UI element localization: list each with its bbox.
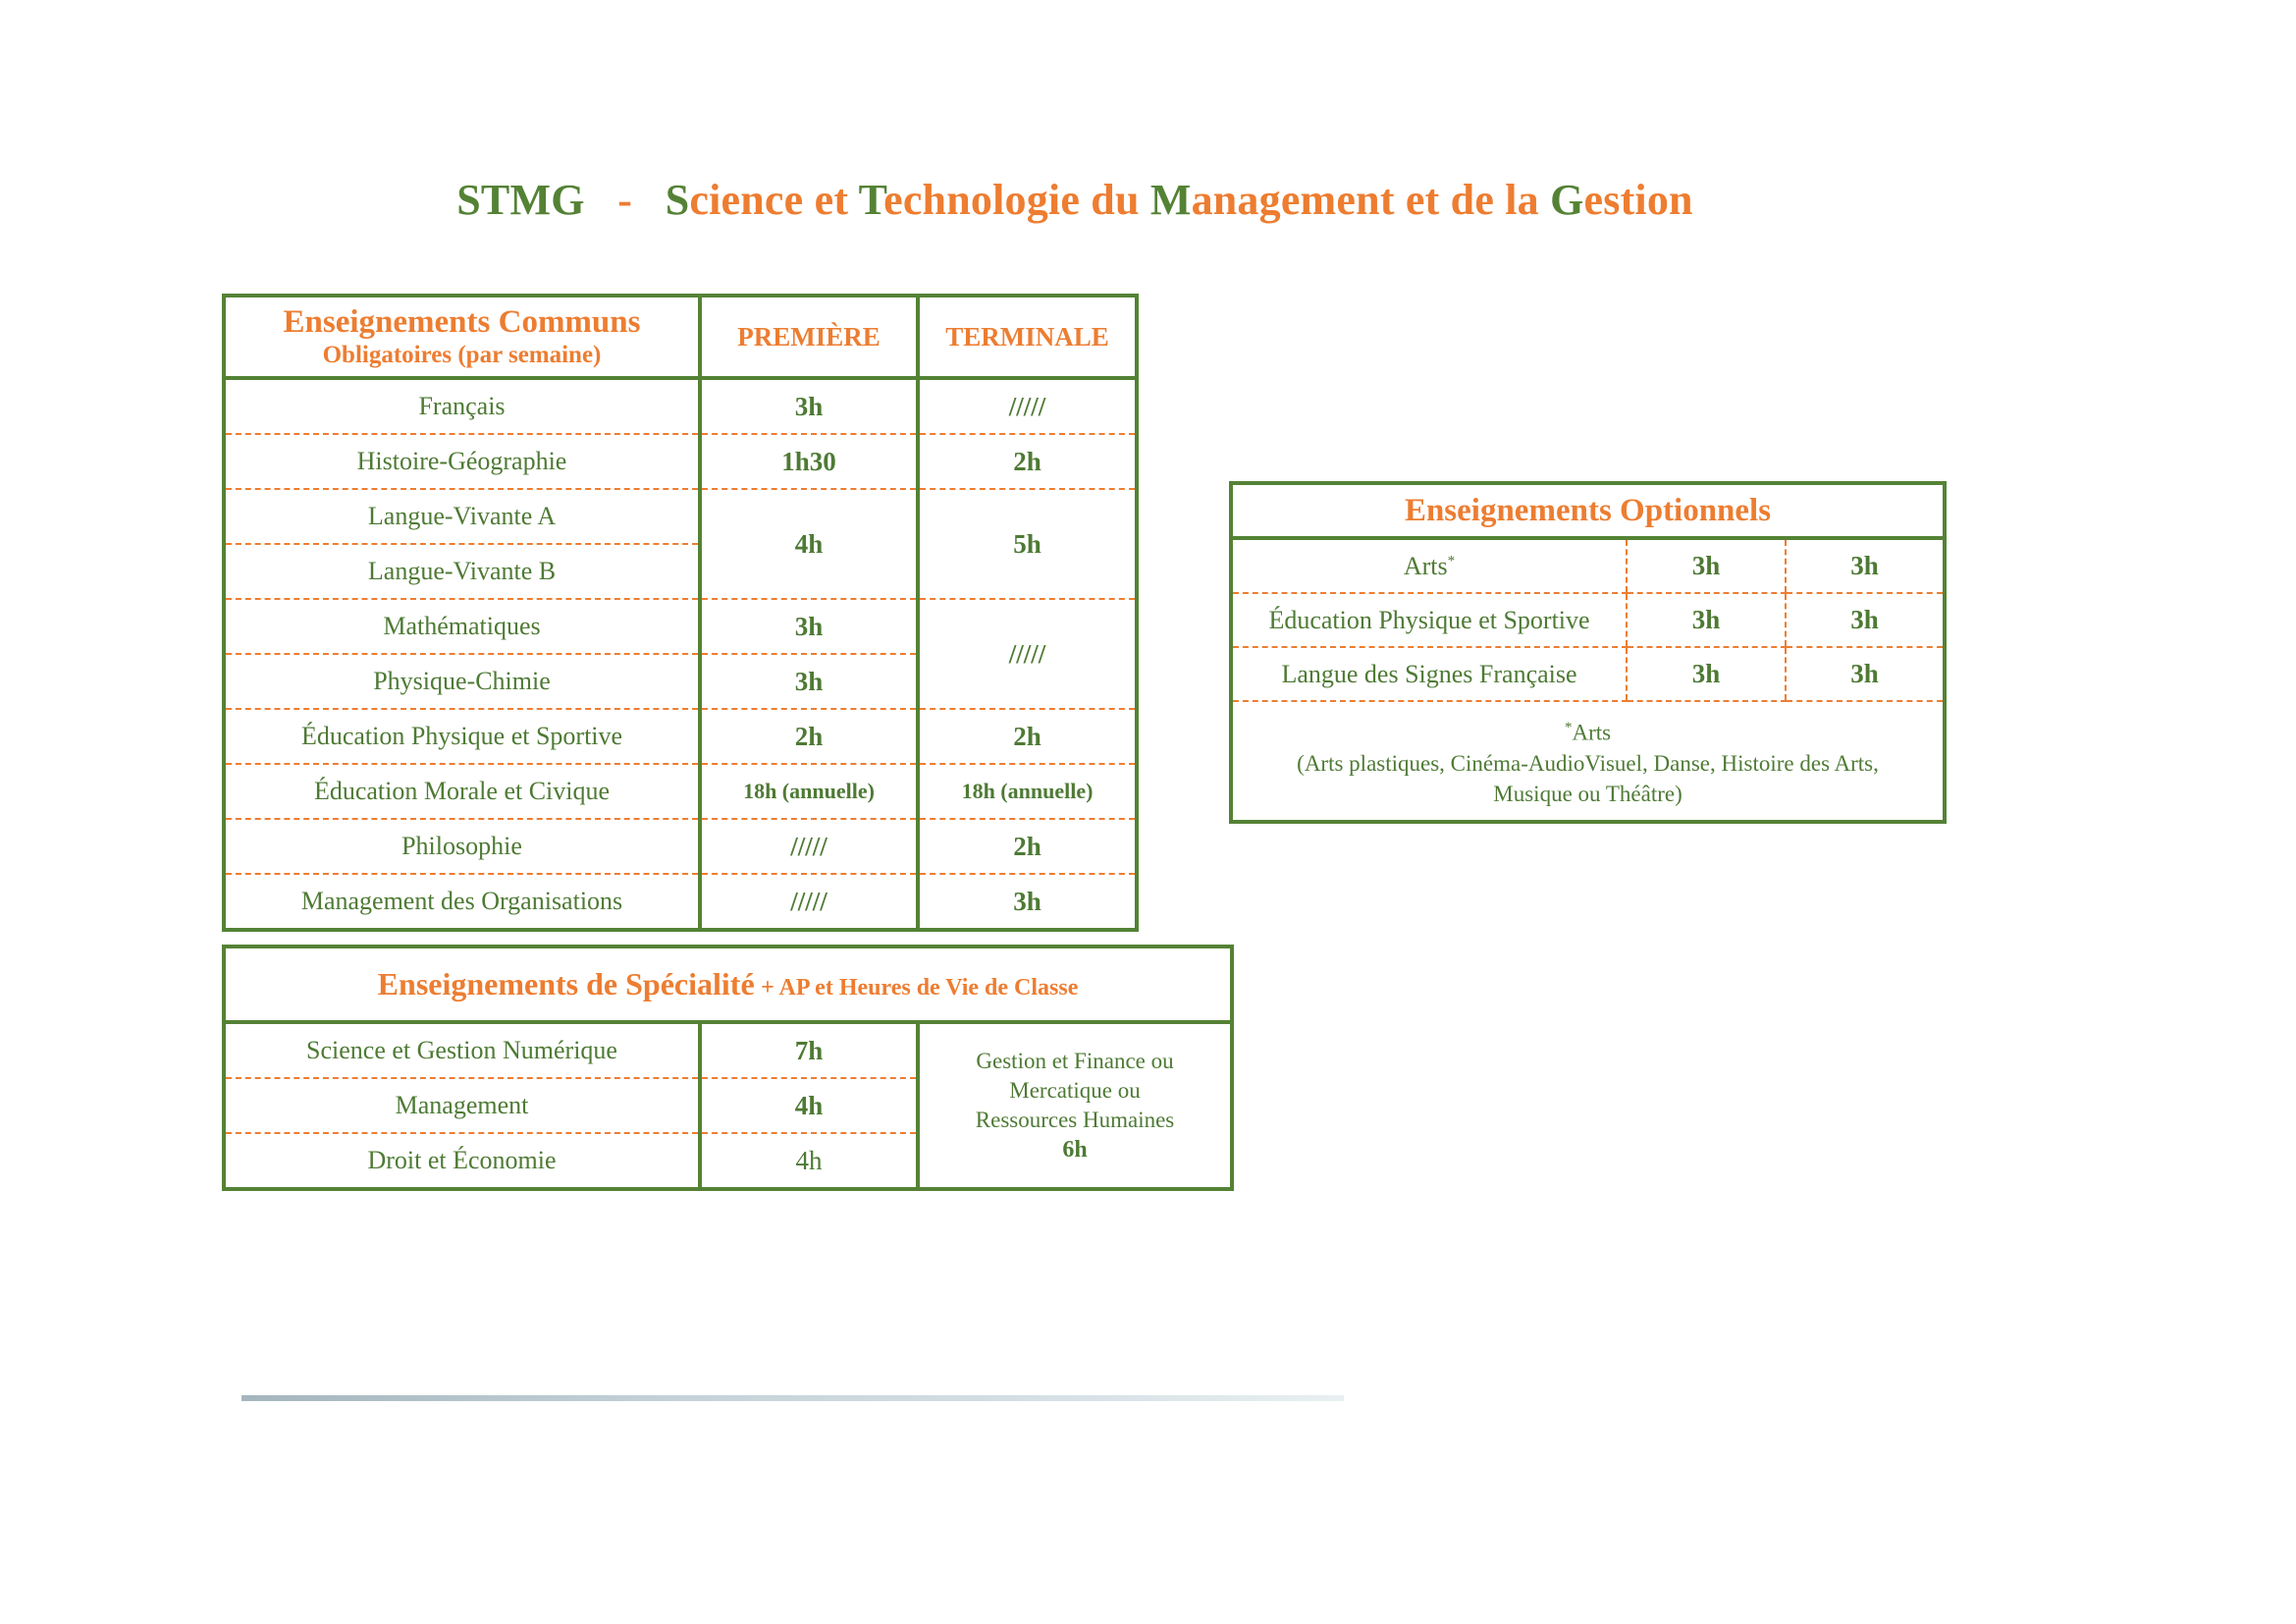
col-terminale: TERMINALE [918,296,1137,378]
subject-cell: Science et Gestion Numérique [224,1022,700,1078]
subject-cell: Éducation Morale et Civique [224,764,700,819]
terminale-cell: 18h (annuelle) [918,764,1137,819]
optionnels-header-row [1231,483,1945,538]
specialite-option-line: Ressources Humaines [975,1108,1175,1132]
title-initial: G [1550,176,1584,224]
terminale-cell: ///// [918,599,1137,709]
subject-cell: Management [224,1078,700,1133]
table-row [224,378,1137,434]
subject-cell: Droit et Économie [367,1146,557,1174]
terminale-cell: 3h [1786,647,1945,701]
footnote-mark: * [1564,720,1573,736]
table-row [1231,538,1945,593]
premiere-cell: 1h30 [700,434,918,489]
specialite-header-cell [224,947,1232,1022]
terminale-cell: 2h [918,709,1137,764]
premiere-cell: 2h [700,709,918,764]
title-word: estion [1583,176,1693,224]
optionnels-title: Enseignements Optionnels [1231,483,1945,538]
subject-cell: Physique-Chimie [224,654,700,709]
hours-cell: 4h [700,1078,918,1133]
table-row [224,709,1137,764]
title-word: echnologie du [883,176,1150,224]
footnote-line: (Arts plastiques, Cinéma-AudioVisuel, Danse, Histoire des Arts, [1297,750,1879,776]
table-row [1231,701,1945,822]
subject-cell: Éducation Physique et Sportive [1231,593,1627,647]
title-initial: S [665,176,690,224]
communs-subtitle: Obligatoires (par semaine) [322,342,602,368]
table-row [224,764,1137,819]
title-word: anagement et de la [1191,176,1551,224]
specialite-title: Enseignements de Spécialité [377,966,755,1001]
table-row [1231,647,1945,701]
col-premiere: PREMIÈRE [700,296,918,378]
terminale-cell: 3h [918,874,1137,930]
terminale-cell: 2h [918,819,1137,874]
terminale-cell: 5h [918,489,1137,599]
subject-cell: Langue-Vivante B [224,544,700,599]
premiere-cell: 4h [700,489,918,599]
scan-artifact-line [241,1395,1344,1401]
communs-header-row [224,296,1137,378]
title-dash: - [584,176,666,224]
communs-header-cell [224,296,700,378]
terminale-cell: ///// [918,378,1137,434]
hours-cell: 4h [700,1133,918,1189]
footnote-mark: * [1447,552,1456,568]
communs-title: Enseignements Communs [283,304,641,340]
subject-label: Arts [1403,551,1448,580]
table-row [224,434,1137,489]
table-row [224,1022,1232,1078]
optionnels-table [1229,481,1947,824]
subject-cell: Langue des Signes Française [1231,647,1627,701]
premiere-cell: 3h [1627,593,1786,647]
specialite-option-line: Gestion et Finance ou [976,1049,1174,1073]
title-initial: M [1149,176,1192,224]
subject-cell: Éducation Physique et Sportive [224,709,700,764]
specialite-option-line: Mercatique ou [1009,1078,1141,1103]
arts-footnote [1231,701,1945,822]
table-row [1231,593,1945,647]
footnote-line: Musique ou Théâtre) [1493,781,1682,806]
subject-cell [1231,538,1627,593]
terminale-cell: 2h [918,434,1137,489]
title-initial: T [858,176,884,224]
premiere-cell: 3h [700,378,918,434]
subject-cell: Histoire-Géographie [224,434,700,489]
title-word: cience et [689,176,859,224]
table-row [224,874,1137,930]
subject-cell: Management des Organisations [300,887,623,915]
premiere-cell: 3h [1627,647,1786,701]
table-row [224,489,1137,544]
title-acronym: STMG [456,176,585,224]
subject-cell: Français [224,378,700,434]
premiere-cell: ///// [700,874,918,930]
specialite-subtitle: + AP et Heures de Vie de Classe [761,975,1079,1001]
terminale-cell: 3h [1786,593,1945,647]
subject-cell: Mathématiques [224,599,700,654]
page-title [0,175,2150,225]
specialite-header-row [224,947,1232,1022]
table-row [224,599,1137,654]
footnote-title [1253,713,1923,748]
premiere-cell: 3h [700,654,918,709]
hours-cell: 7h [700,1022,918,1078]
premiere-cell: ///// [700,819,918,874]
specialite-table [222,945,1234,1191]
footnote-label: Arts [1572,720,1612,745]
terminale-cell: 3h [1786,538,1945,593]
premiere-cell: 3h [1627,538,1786,593]
specialite-option-hours: 6h [1062,1137,1088,1163]
premiere-cell: 18h (annuelle) [700,764,918,819]
premiere-cell: 3h [700,599,918,654]
table-row [224,819,1137,874]
terminale-specialite-cell [918,1022,1232,1189]
subject-cell: Langue-Vivante A [224,489,700,544]
subject-cell: Philosophie [224,819,700,874]
communs-table [222,294,1139,932]
